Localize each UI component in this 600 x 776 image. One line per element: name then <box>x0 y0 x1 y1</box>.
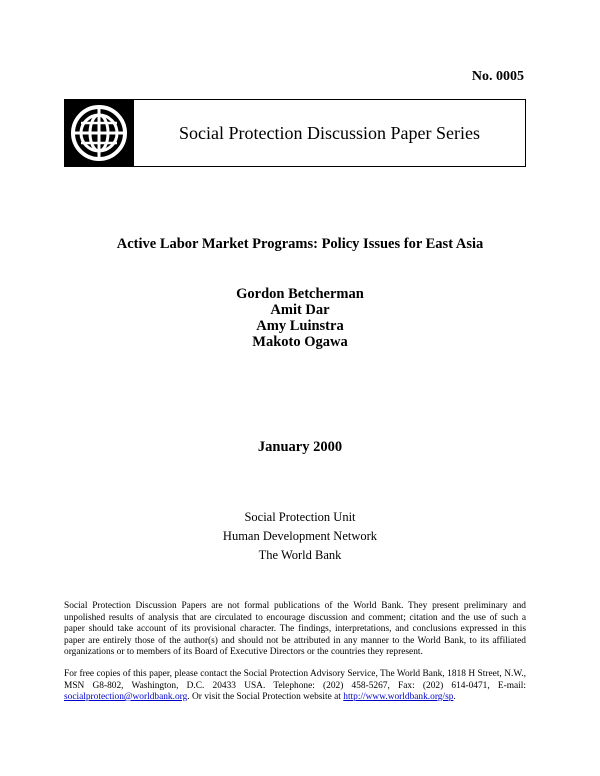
disclaimer-paragraph: Social Protection Discussion Papers are not formal publications of the World Bank. They present preliminary and unpolished results of analysis that are circulated to encourage discussion and comment; citation and the use of such a paper should take account of its provisional character. The findings, interpretations, and conclusions expressed in this paper are entirely those of the author(s) and should not be attributed in any manner to the World Bank, to its affiliated organizations or to members of its Board of Executive Directors or the countries they represent. <box>64 601 526 657</box>
world-bank-globe-logo-icon <box>70 104 128 162</box>
website-link[interactable]: http://www.worldbank.org/sp <box>343 692 454 702</box>
affiliation-organization: The World Bank <box>258 548 342 562</box>
affiliation-network: Human Development Network <box>222 529 378 543</box>
author-name: Amy Luinstra <box>256 318 344 334</box>
publication-date: January 2000 <box>257 439 343 455</box>
contact-text-between: . Or visit the Social Protection website at <box>187 692 341 702</box>
contact-text: For free copies of this paper, please contact the Social Protection Advisory Service, The World Bank, 1818 H Street, N.W., MSN G8-802, Washington, D.C. 20433 USA. Telephone: (202) 458-5267, Fax: (202) 614-0471, E-mail: <box>64 669 526 691</box>
paper-number: No. 0005 <box>471 69 524 84</box>
series-header-box <box>64 99 526 167</box>
contact-text-end: . <box>453 692 456 702</box>
author-name: Gordon Betcherman <box>236 286 364 302</box>
paper-title: Active Labor Market Programs: Policy Issues for East Asia <box>116 236 484 252</box>
author-name: Makoto Ogawa <box>252 334 348 350</box>
logo-cell <box>65 100 134 166</box>
affiliation-unit: Social Protection Unit <box>244 510 356 524</box>
email-link[interactable]: socialprotection@worldbank.org <box>64 692 188 702</box>
contact-paragraph <box>64 669 526 704</box>
author-name: Amit Dar <box>270 302 330 318</box>
series-title: Social Protection Discussion Paper Series <box>179 122 480 143</box>
